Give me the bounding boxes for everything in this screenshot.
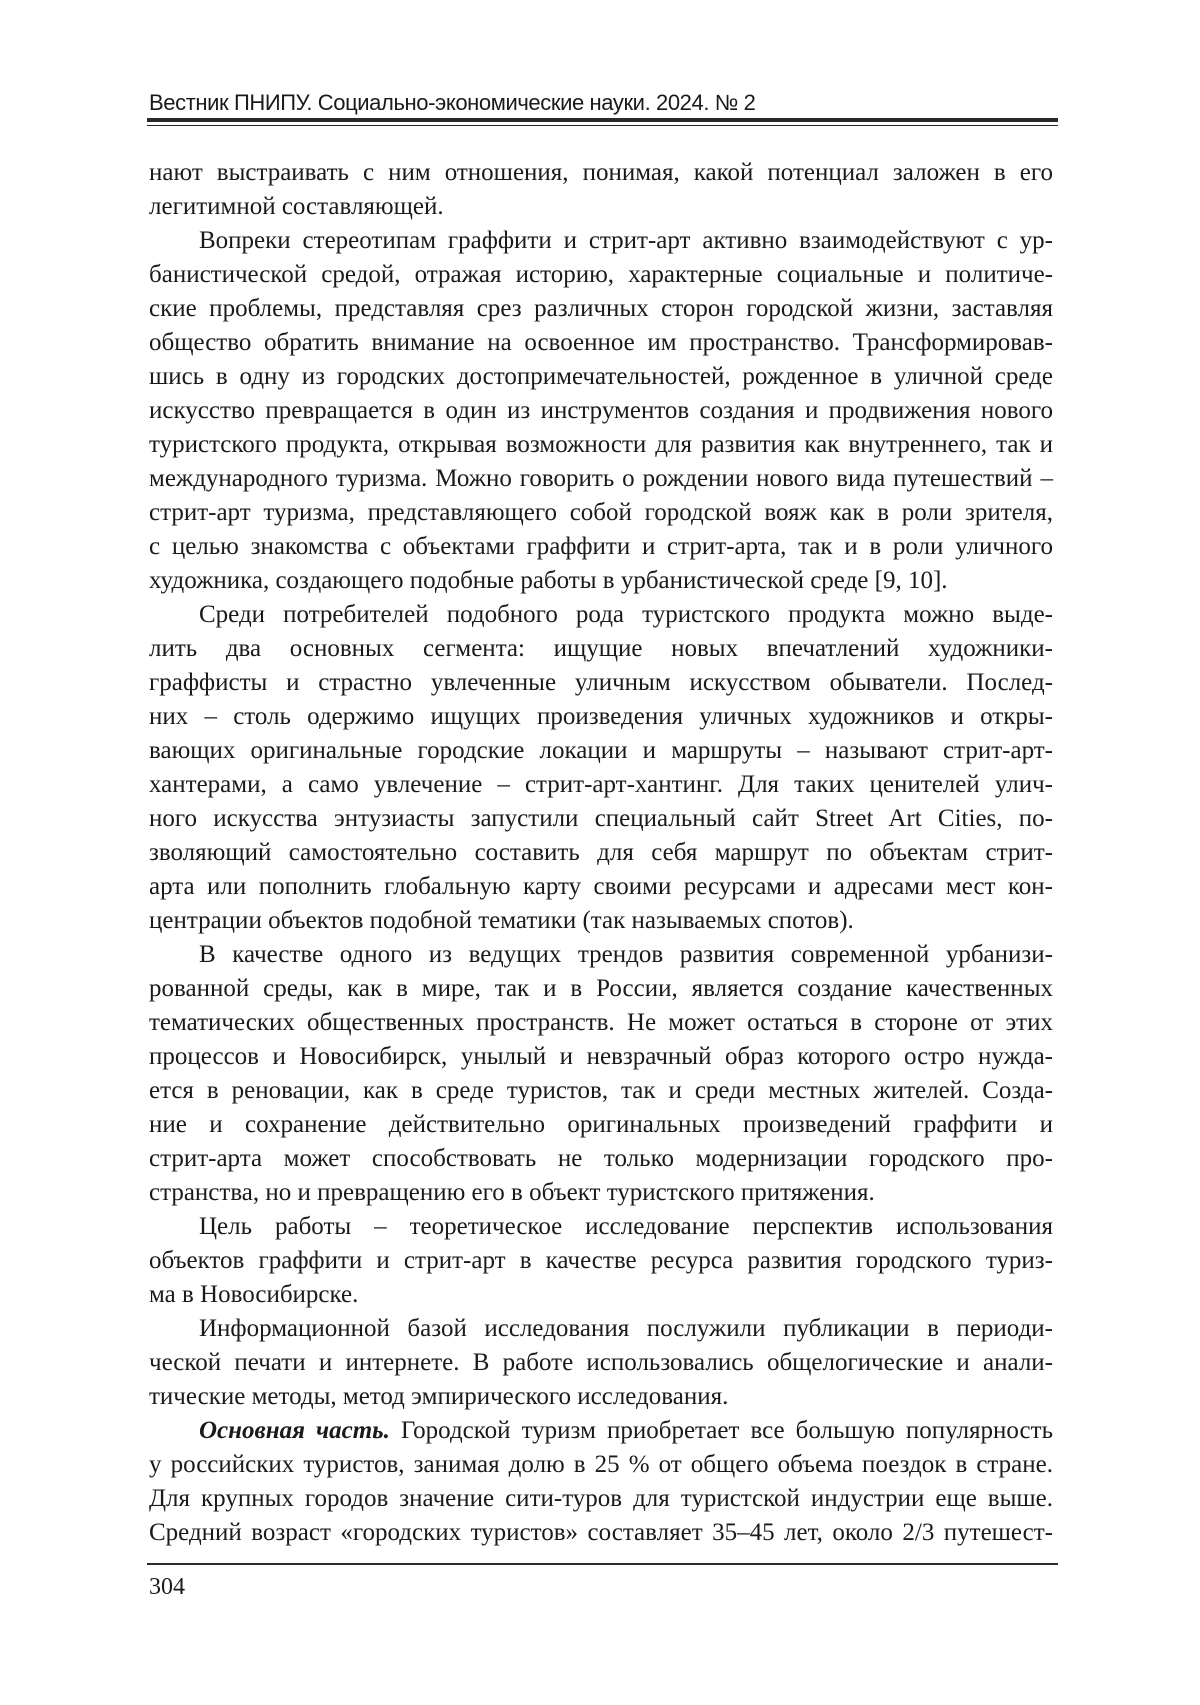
paragraph (149, 1414, 1053, 1550)
text-line: Цель работы – теоретическое исследование перспектив использования (199, 1213, 1053, 1240)
header-divider-thin (147, 125, 1058, 126)
text-line: художника, создающего подобные работы в урбанистической среде [9, 10]. (149, 567, 948, 594)
text-line: тематических общественных пространств. Не может остаться в стороне от этих (149, 1009, 1053, 1036)
text-line: шись в одну из городских достопримечательностей, рожденное в уличной среде (149, 363, 1053, 390)
text-line: с целью знакомства с объектами граффити и стрит-арта, так и в роли уличного (149, 533, 1053, 560)
text-line: ние и сохранение действительно оригинальных произведений граффити и (149, 1111, 1053, 1138)
text-line: арта или пополнить глобальную карту своими ресурсами и адресами мест кон- (149, 873, 1053, 900)
text-line: международного туризма. Можно говорить о рождении нового вида путешествий – (149, 465, 1053, 492)
text-line: туристского продукта, открывая возможности для развития как внутреннего, так и (149, 431, 1053, 458)
text-line: ские проблемы, представляя срез различных сторон городской жизни, заставляя (149, 295, 1053, 322)
section-lead-heading: Основная часть. (199, 1417, 390, 1444)
journal-header-title: Вестник ПНИПУ. Социально-экономические науки. 2024. № 2 (149, 90, 756, 115)
text-line: ется в реновации, как в среде туристов, так и среди местных жителей. Созда- (149, 1077, 1053, 1104)
text-line: Для крупных городов значение сити-туров для туристской индустрии еще выше. (149, 1485, 1053, 1512)
text-line: тические методы, метод эмпирического исследования. (149, 1383, 729, 1410)
paragraph (149, 598, 1053, 938)
text-line: странства, но и превращению его в объект туристского притяжения. (149, 1179, 875, 1206)
text-line: рованной среды, как в мире, так и в России, является создание качественных (149, 975, 1053, 1002)
text-line: Вопреки стереотипам граффити и стрит-арт активно взаимодействуют с ур- (199, 227, 1053, 254)
text-line: ческой печати и интернете. В работе использовались общелогические и анали- (149, 1349, 1053, 1376)
footer-divider (147, 1563, 1058, 1565)
paragraph (149, 224, 1053, 598)
paragraph (149, 938, 1053, 1210)
text-line: граффисты и страстно увлеченные уличным искусством обыватели. Послед- (149, 669, 1053, 696)
article-body (149, 156, 1053, 1550)
paragraph (149, 1312, 1053, 1414)
text-line: вающих оригинальные городские локации и маршруты – называют стрит-арт- (149, 737, 1053, 764)
text-line: В качестве одного из ведущих трендов развития современной урбанизи- (199, 941, 1053, 968)
text-line: банистической средой, отражая историю, характерные социальные и политиче- (149, 261, 1053, 288)
paragraph (149, 1210, 1053, 1312)
text-line: Средний возраст «городских туристов» составляет 35–45 лет, около 2/3 путешест- (149, 1519, 1053, 1546)
page-number: 304 (149, 1574, 185, 1600)
paragraph (149, 156, 1053, 224)
text-line: нают выстраивать с ним отношения, понимая, какой потенциал заложен в его (149, 159, 1053, 186)
text-line: Информационной базой исследования послужили публикации в периоди- (199, 1315, 1053, 1342)
text-line: ма в Новосибирске. (149, 1281, 359, 1308)
text-line: объектов граффити и стрит-арт в качестве ресурса развития городского туриз- (149, 1247, 1053, 1274)
text-line: процессов и Новосибирск, унылый и невзрачный образ которого остро нужда- (149, 1043, 1053, 1070)
text-line: искусство превращается в один из инструментов создания и продвижения нового (149, 397, 1053, 424)
text-line: легитимной составляющей. (149, 193, 444, 220)
text-line: у российских туристов, занимая долю в 25 % от общего объема поездок в стране. (149, 1451, 1053, 1478)
text-line: зволяющий самостоятельно составить для себя маршрут по объектам стрит- (149, 839, 1053, 866)
header-divider-thick (147, 118, 1058, 122)
text-line: стрит-арта может способствовать не только модернизации городского про- (149, 1145, 1053, 1172)
text-line: Основная часть. Городской туризм приобретает все большую популярность (199, 1417, 1053, 1444)
text-line: стрит-арт туризма, представляющего собой городской вояж как в роли зрителя, (149, 499, 1053, 526)
text-line: Среди потребителей подобного рода туристского продукта можно выде- (199, 601, 1053, 628)
text-line: ного искусства энтузиасты запустили специальный сайт Street Art Cities, по- (149, 805, 1053, 832)
text-line: центрации объектов подобной тематики (так называемых спотов). (149, 907, 854, 934)
text-line: хантерами, а само увлечение – стрит-арт-хантинг. Для таких ценителей улич- (149, 771, 1053, 798)
text-line: общество обратить внимание на освоенное им пространство. Трансформировав- (149, 329, 1053, 356)
text-line: лить два основных сегмента: ищущие новых впечатлений художники- (149, 635, 1053, 662)
text-line: них – столь одержимо ищущих произведения уличных художников и откры- (149, 703, 1053, 730)
